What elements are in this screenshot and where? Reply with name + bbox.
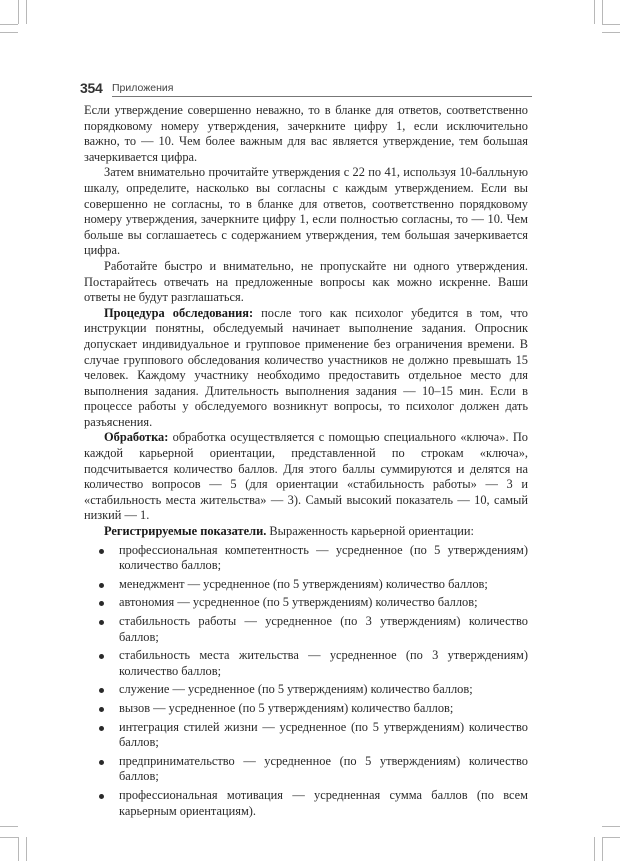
list-item: автономия — усредненное (по 5 утверждениям) количество баллов; (84, 595, 528, 611)
indicators-list (84, 543, 528, 820)
crop-mark-top-right-v2 (594, 0, 595, 24)
bullet-icon (99, 583, 104, 588)
crop-mark-top-left-h (0, 32, 18, 33)
bullet-icon (99, 760, 104, 765)
bullet-icon (99, 654, 104, 659)
crop-mark-top-right-h2 (602, 24, 620, 25)
list-item: профессиональная компетентность — усредненное (по 5 утверждениям) количество баллов; (84, 543, 528, 574)
crop-mark-bottom-right-v2 (594, 837, 595, 861)
paragraph-processing: Обработка: обработка осуществляется с помощью специального «ключа». По каждой карьерной ориентации, представленной по строкам «ключа», подсчитывается количество баллов. Для этого баллы суммируются и делятся на количество вопросов — 5 (для ориентации «стабильность работы» — 3 и «стабильность места жительства» — 3). Самый высокий показатель — 10, самый низкий — 1. (84, 430, 528, 523)
header-rule (112, 96, 532, 97)
paragraph-instructions-1: Если утверждение совершенно неважно, то в бланке для ответов, соответственно порядковому номеру утверждения, зачеркните цифру 1, если исключительно важно, то — 10. Чем более важным для вас является утверждение, тем большая зачеркивается цифра. (84, 103, 528, 164)
paragraph-instructions-3: Работайте быстро и внимательно, не пропускайте ни одного утверждения. Постарайтесь отвечать на предложенные вопросы как можно искренне. Ваши ответы не будут разглашаться. (84, 258, 528, 305)
paragraph-procedure: Процедура обследования: после того как психолог убедится в том, что инструкции понятны, обследуемый начинает выполнение задания. Опросник допускает индивидуальное и групповое применение без ограничения времени. В случае группового обследования количество участников не должно превышать 15 человек. Каждому участнику необходимо предоставить отдельное место для выполнения задания. Длительность выполнения задания — 10–15 мин. Если в процессе работы у обследуемого возникнут вопросы, то психолог должен дать разъяснения. (84, 305, 528, 429)
page-header (80, 80, 532, 98)
list-item: стабильность работы — усредненное (по 3 утверждениям) количество баллов; (84, 614, 528, 645)
crop-mark-top-left-v2 (26, 0, 27, 24)
crop-mark-bottom-left-v (18, 837, 19, 861)
crop-mark-top-right-h (602, 32, 620, 33)
crop-mark-bottom-left-h2 (0, 837, 18, 838)
crop-mark-top-right-v (602, 0, 603, 24)
processing-heading: Обработка: (104, 430, 169, 445)
crop-mark-bottom-right-h (602, 826, 620, 827)
paragraph-instructions-2: Затем внимательно прочитайте утверждения с 22 по 41, используя 10-балльную шкалу, определите, насколько вы согласны с каждым утверждением. Если вы совершенно не согласны, то в бланке для ответов, соответственно порядковому номеру утверждения, зачеркните цифру 1, если полностью согласны, то — 10. Чем больше вы соглашаетесь с содержанием утверждения, тем большая зачеркивается цифра. (84, 165, 528, 258)
crop-mark-bottom-right-v (602, 837, 603, 861)
page-body (84, 103, 528, 822)
list-item: менеджмент — усредненное (по 5 утверждениям) количество баллов; (84, 577, 528, 593)
paragraph-indicators: Регистрируемые показатели. Выраженность карьерной ориентации: (104, 524, 475, 539)
page-number: 354 (80, 80, 103, 96)
list-item: вызов — усредненное (по 5 утверждениям) количество баллов; (84, 701, 528, 717)
bullet-icon (99, 549, 104, 554)
crop-mark-top-left-v (18, 0, 19, 24)
list-item: предпринимательство — усредненное (по 5 утверждениям) количество баллов; (84, 754, 528, 785)
list-item: интеграция стилей жизни — усредненное (по 5 утверждениям) количество баллов; (84, 720, 528, 751)
list-item: стабильность места жительства — усредненное (по 3 утверждениям) количество баллов; (84, 648, 528, 679)
crop-mark-bottom-left-v2 (26, 837, 27, 861)
bullet-icon (99, 707, 104, 712)
crop-mark-bottom-left-h (0, 826, 18, 827)
crop-mark-top-left-h2 (0, 24, 18, 25)
list-item: служение — усредненное (по 5 утверждениям) количество баллов; (84, 682, 528, 698)
bullet-icon (99, 726, 104, 731)
procedure-heading: Процедура обследования: (104, 305, 254, 320)
bullet-icon (99, 688, 104, 693)
bullet-icon (99, 620, 104, 625)
indicators-heading: Регистрируемые показатели. (104, 524, 267, 539)
list-item: профессиональная мотивация — усредненная сумма баллов (по всем карьерным ориентациям). (84, 788, 528, 819)
bullet-icon (99, 794, 104, 799)
crop-mark-bottom-right-h2 (602, 837, 620, 838)
running-title: Приложения (112, 82, 174, 94)
bullet-icon (99, 601, 104, 606)
